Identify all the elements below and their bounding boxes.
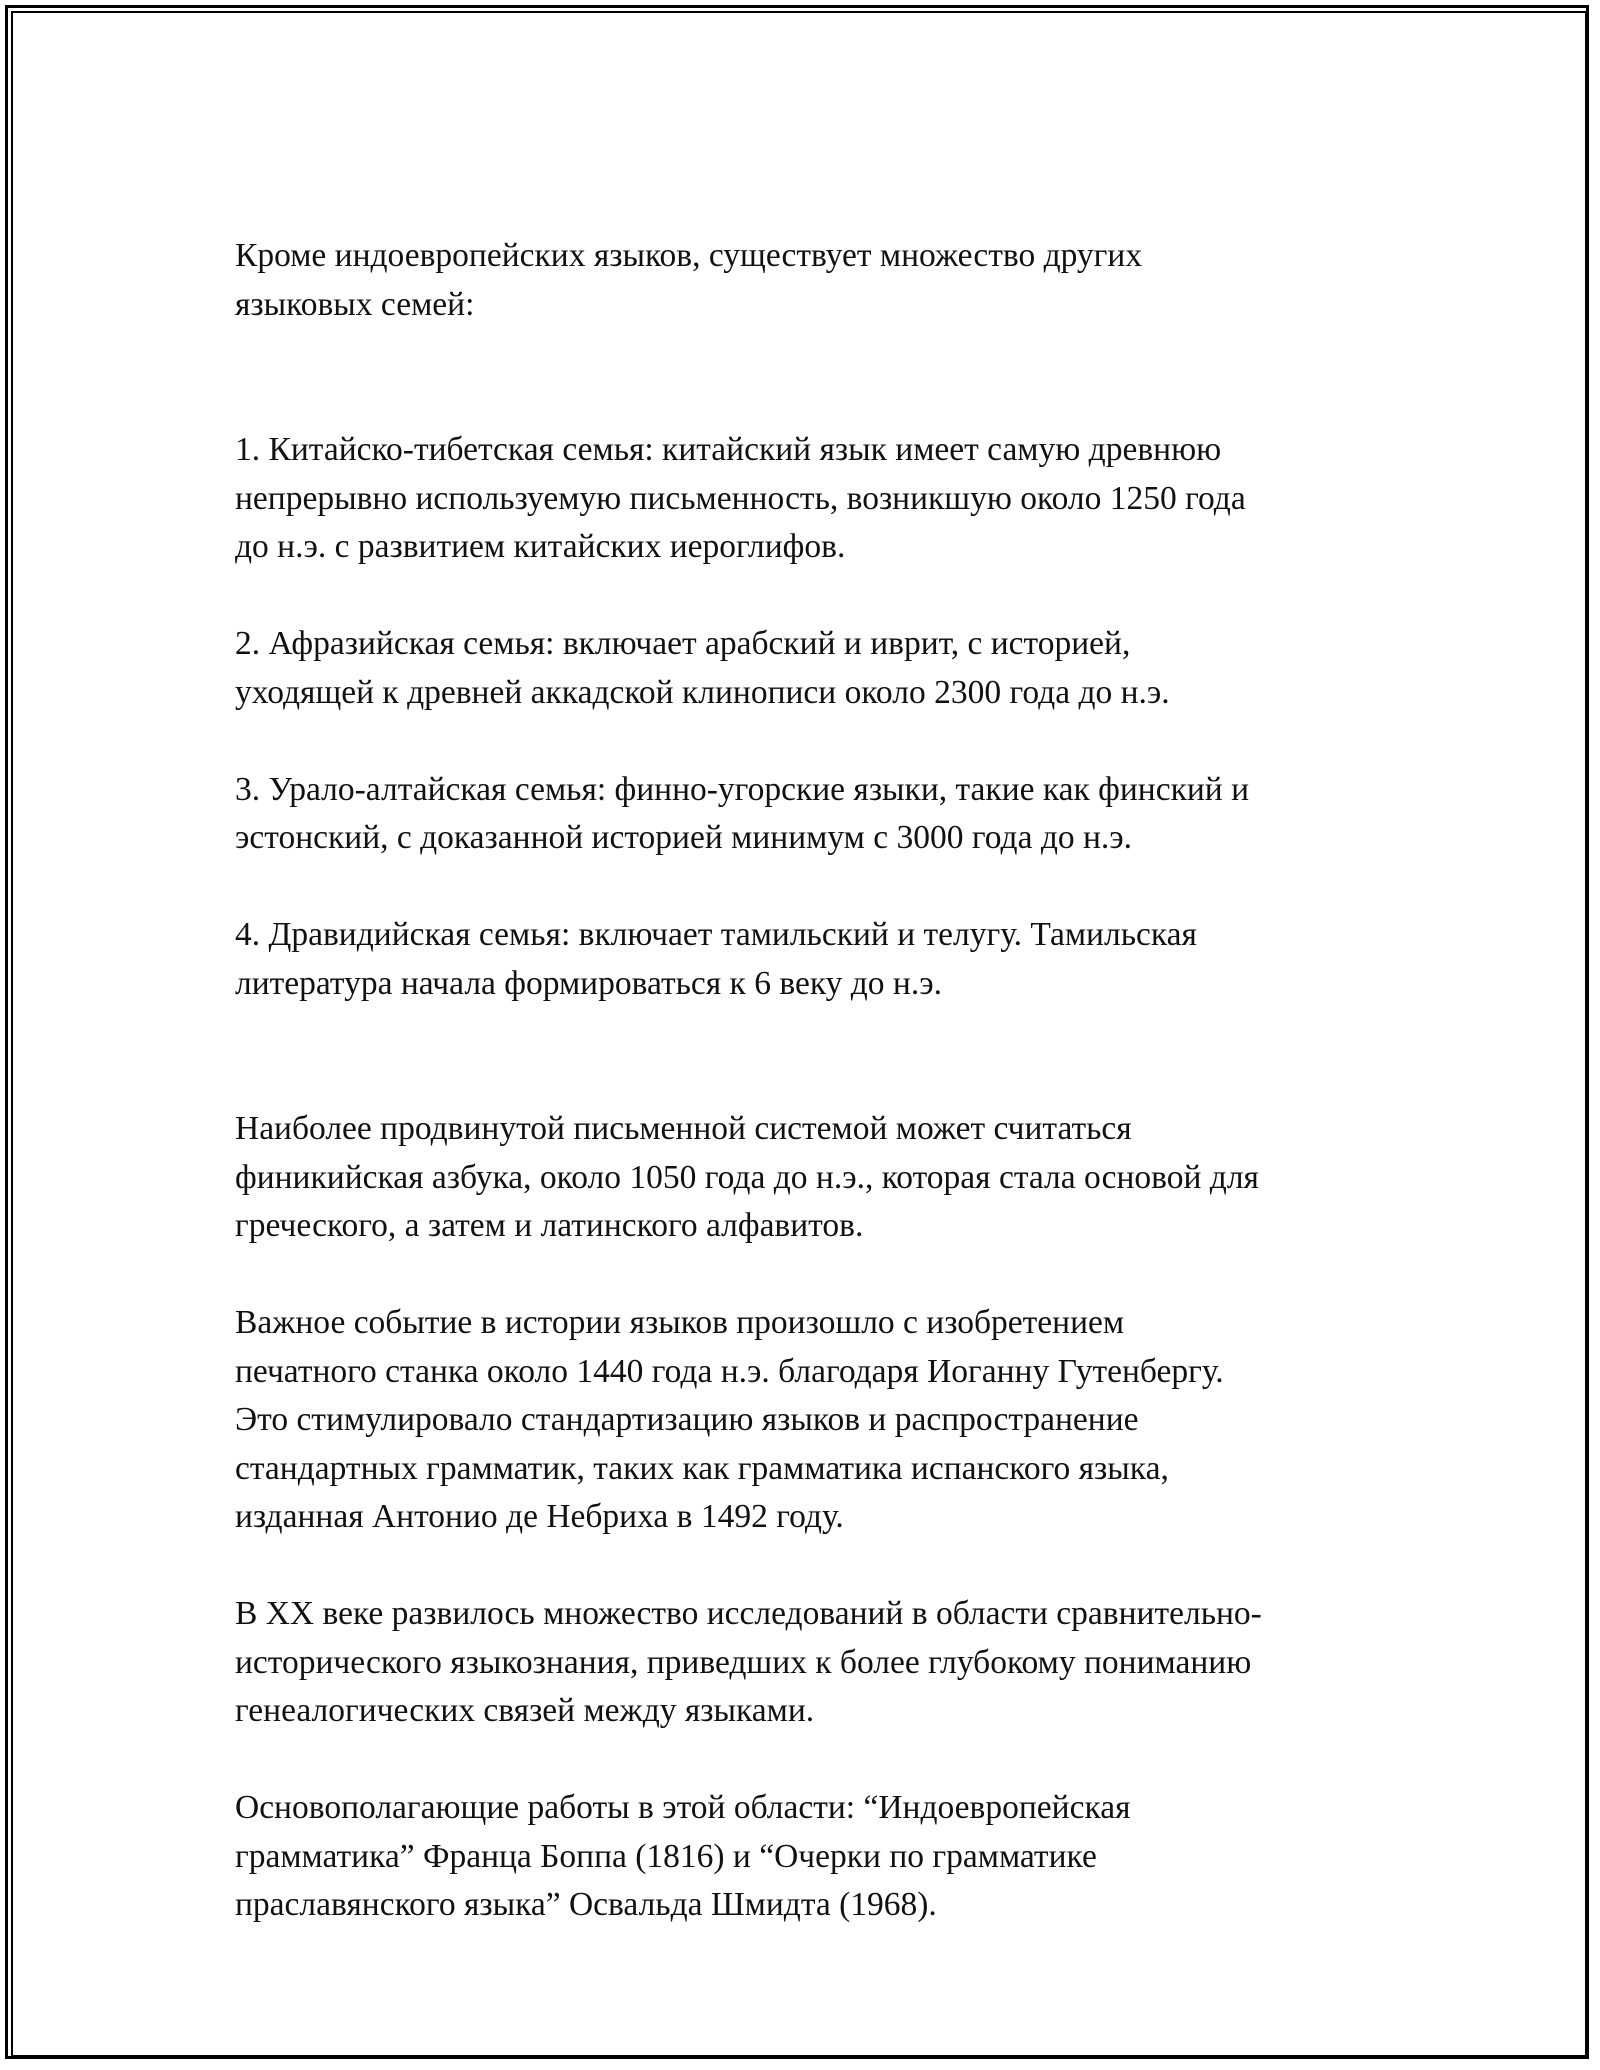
foundational-works-paragraph: Основополагающие работы в этой области: “Индоевропейская грамматика” Франца Боппа (1816) и “Очерки по грамматике праславянского языка” Освальда Шмидта (1968). [235, 1789, 1131, 1923]
list-item: 1. Китайско-тибетская семья: китайский язык имеет самую древнюю непрерывно используемую письменность, возникшую около 1250 года до н.э. с развитием китайских иероглифов. [235, 431, 1246, 565]
printing-paragraph: Важное событие в истории языков произошло с изобретением печатного станка около 1440 года н.э. благодаря Иоганну Гутенбергу. Это стимулировало стандартизацию языков и распространение стандартных грамматик, таких как грамматика испанского языка, изданная Антонио де Небриха в 1492 году. [235, 1304, 1224, 1535]
list-item: 4. Дравидийская семья: включает тамильский и телугу. Тамильская литература начала формироваться к 6 веку до н.э. [235, 916, 1197, 1002]
language-families-list [235, 378, 1375, 1057]
list-item: 2. Афразийская семья: включает арабский и иврит, с историей, уходящей к древней аккадской клинописи около 2300 года до н.э. [235, 625, 1170, 711]
list-item: 3. Урало-алтайская семья: финно-угорские языки, такие как финский и эстонский, с доказанной историей минимум с 3000 года до н.э. [235, 770, 1250, 856]
document-body [235, 232, 1375, 1978]
twentieth-century-paragraph: В XX веке развилось множество исследований в области сравнительно- исторического языкознания, приведших к более глубокому пониманию генеалогических связей между языками. [235, 1595, 1262, 1729]
phoenician-paragraph: Наиболее продвинутой письменной системой может считаться финикийская азбука, около 1050 года до н.э., которая стала основой для греческого, а затем и латинского алфавитов. [235, 1110, 1259, 1244]
intro-paragraph: Кроме индоевропейских языков, существует множество других языковых семей: [235, 237, 1143, 323]
